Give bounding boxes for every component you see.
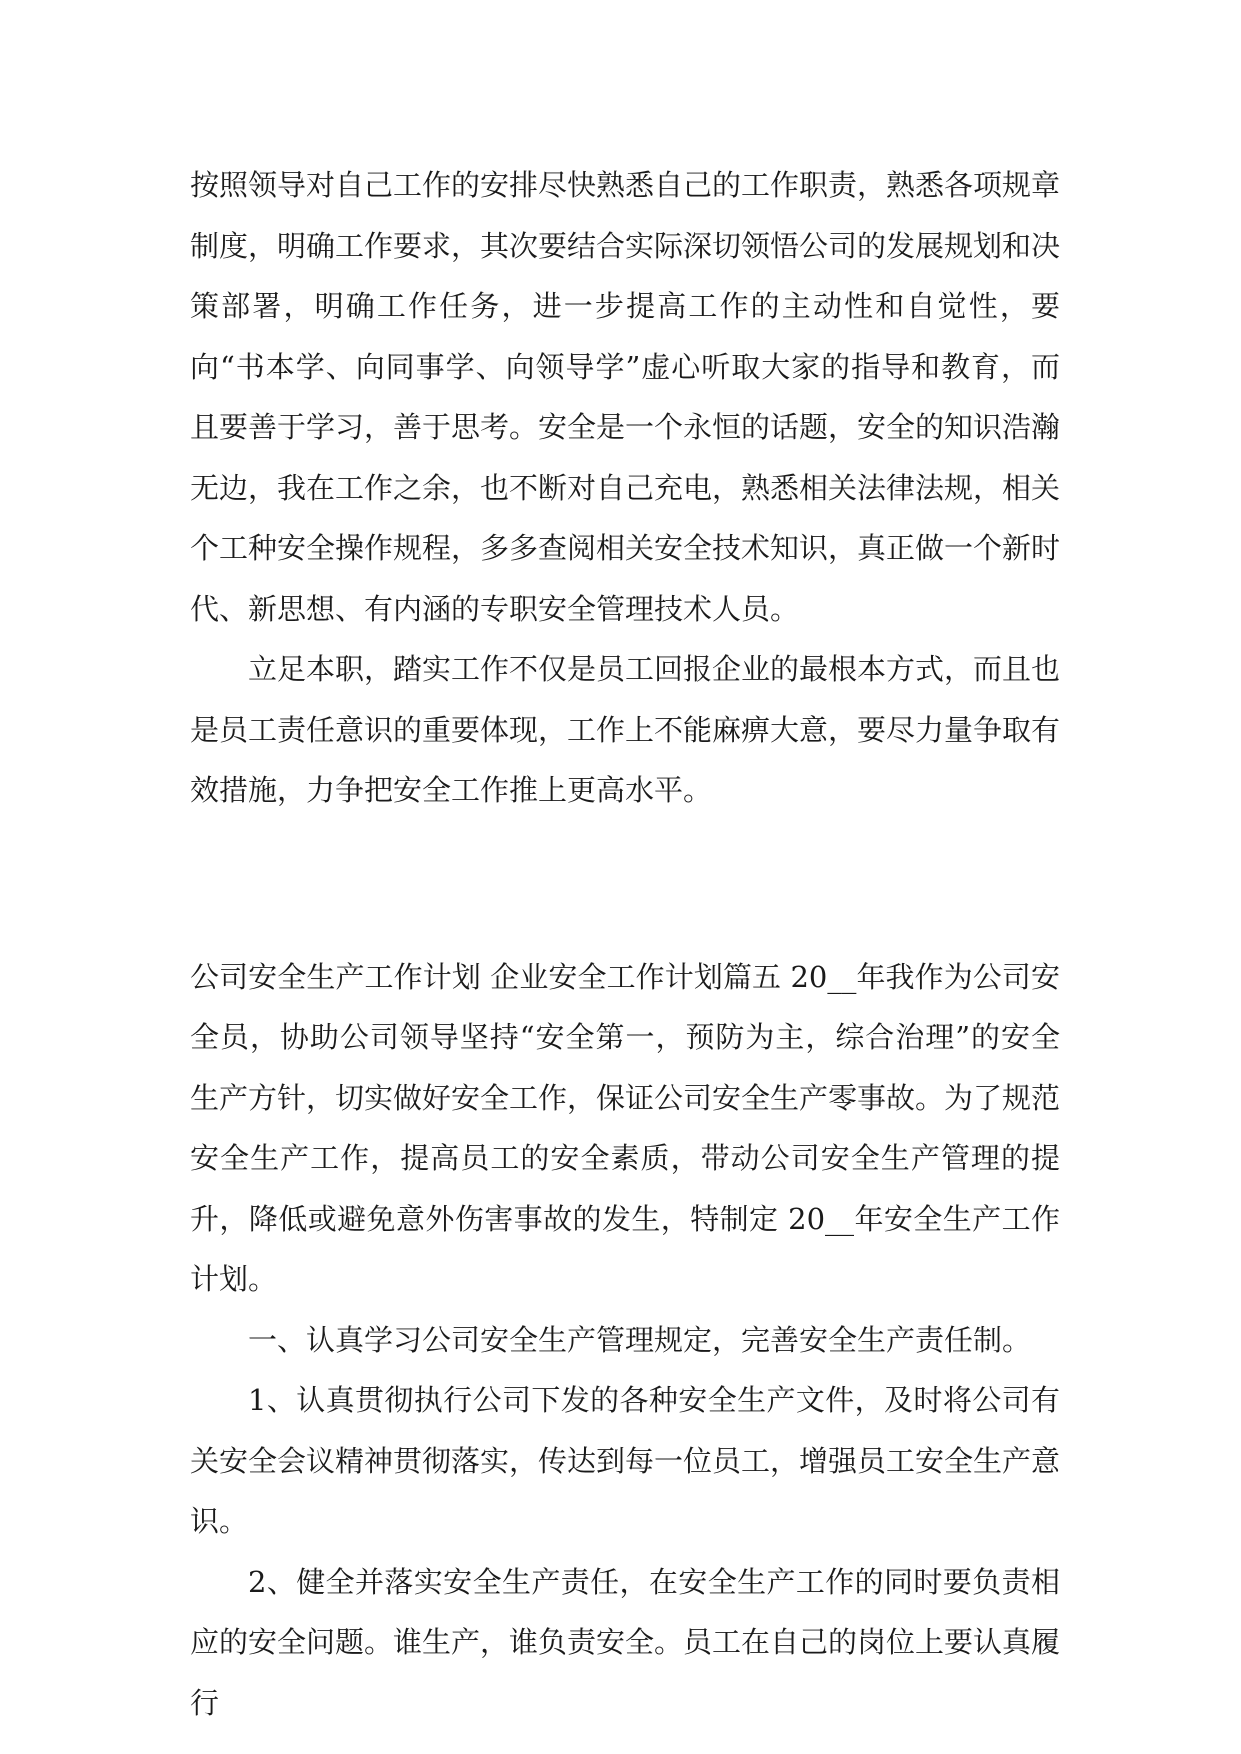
section-gap	[190, 821, 1060, 947]
paragraph-item-2: 2、健全并落实安全生产责任，在安全生产工作的同时要负责相应的安全问题。谁生产，谁负责安全。员工在自己的岗位上要认真履行	[190, 1564, 1061, 1720]
document-body	[190, 155, 1060, 1733]
paragraph-item-1: 1、认真贯彻执行公司下发的各种安全生产文件，及时将公司有关安全会议精神贯彻落实，传达到每一位员工，增强员工安全生产意识。	[190, 1383, 1061, 1538]
heading-section-one: 一、认真学习公司安全生产管理规定，完善安全生产责任制。	[248, 1322, 1032, 1357]
paragraph-plan-intro: 公司安全生产工作计划 企业安全工作计划篇五 20__年我作为公司安全员，协助公司领导坚持“安全第一，预防为主，综合治理”的安全生产方针，切实做好安全工作，保证公司安全生产零事故。为了规范安全生产工作，提高员工的安全素质，带动公司安全生产管理的提升，降低或避免意外伤害事故的发生，特制定 20__年安全生产工作计划。	[190, 959, 1061, 1296]
paragraph-duty-familiarization: 按照领导对自己工作的安排尽快熟悉自己的工作职责，熟悉各项规章制度，明确工作要求，其次要结合实际深切领悟公司的发展规划和决策部署，明确工作任务，进一步提高工作的主动性和自觉性，要向“书本学、向同事学、向领导学”虚心听取大家的指导和教育，而且要善于学习，善于思考。安全是一个永恒的话题，安全的知识浩瀚无边，我在工作之余，也不断对自己充电，熟悉相关法律法规，相关个工种安全操作规程，多多查阅相关安全技术知识，真正做一个新时代、新思想、有内涵的专职安全管理技术人员。	[190, 168, 1061, 626]
paragraph-job-commitment: 立足本职，踏实工作不仅是员工回报企业的最根本方式，而且也是员工责任意识的重要体现，工作上不能麻痹大意，要尽力量争取有效措施，力争把安全工作推上更高水平。	[190, 652, 1061, 807]
